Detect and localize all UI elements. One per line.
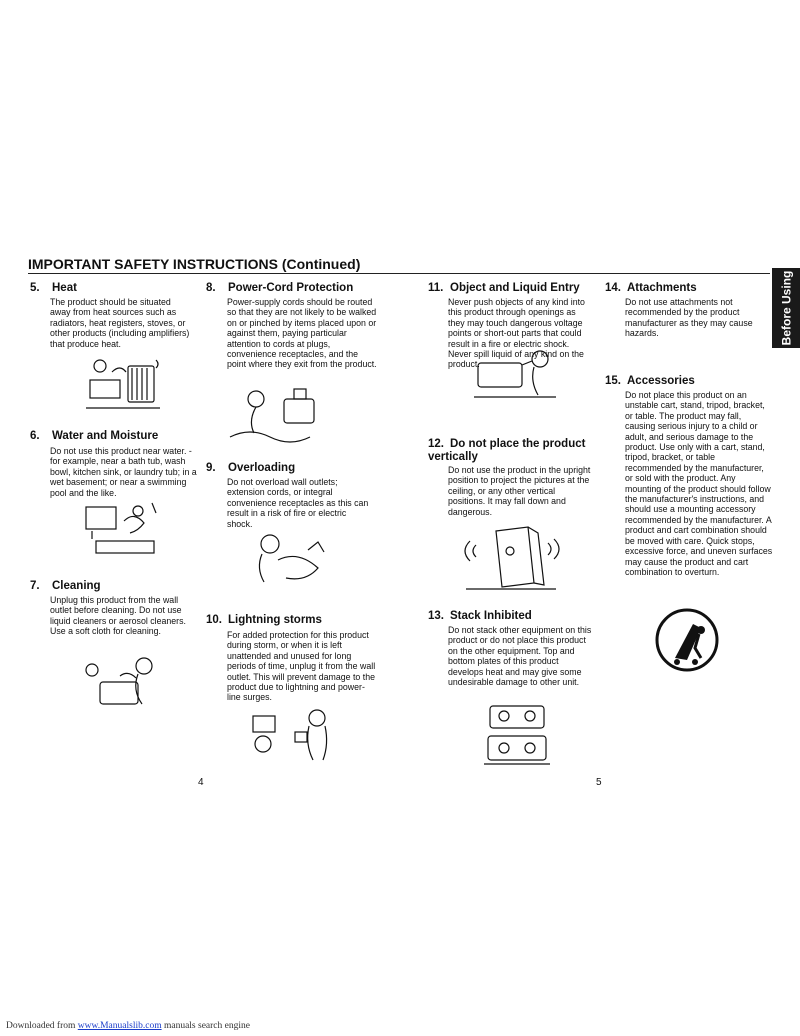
page-number-right: 5 (596, 777, 602, 788)
heat-illustration (82, 352, 164, 414)
section-heading-8: 8. Power-Cord Protection (206, 282, 354, 294)
vertical-illustration (456, 521, 566, 593)
section-text-8: Power-supply cords should be routed so that they are not likely to be walked on or pinched by items placed upon or against them, paying particular attention to cords at plugs, convenience receptacles, and the point where they exit from the product. (227, 297, 377, 370)
power-cord-illustration (226, 385, 322, 449)
section-text-10: For added protection for this product during storm, or when it is left unattended and unused for long periods of time, unplug it from the wall outlet. This will prevent damage to the product due to lightning and power-line surges. (227, 630, 376, 703)
section-heading-6: 6. Water and Moisture (30, 430, 159, 442)
section-text-12: Do not use the product in the upright position to project the pictures at the ceiling, or any other vertical positions. It may fall down and dangerous. (448, 465, 591, 517)
section-heading-11: 11. Object and Liquid Entry (428, 282, 580, 294)
section-heading-15: 15. Accessories (605, 375, 695, 387)
section-heading-10: 10. Lightning storms (206, 614, 322, 626)
section-heading-14: 14. Attachments (605, 282, 697, 294)
lightning-illustration (245, 706, 341, 766)
object-entry-illustration (472, 345, 558, 401)
manualslib-link[interactable]: www.Manualslib.com (77, 1021, 162, 1031)
side-tab (772, 268, 800, 348)
section-heading-7: 7. Cleaning (30, 580, 101, 592)
download-footer: Downloaded from www.Manualslib.com manuals search engine (6, 1021, 250, 1031)
section-text-15: Do not place this product on an unstable cart, stand, tripod, bracket, or table. The product may fall, causing serious injury to a child or adult, and serious damage to the product. Use only with a cart, stand, tripod, bracket, or table recommended by the manufacturer, or sold with the product. Any mounting of the product should follow the manufacturer's instructions, and should use a mounting accessory recommended by the manufacturer. A product and cart combination should be moved with care. Quick stops, excessive force, and uneven surfaces may cause the product and cart combination to overturn. (625, 390, 773, 577)
page-title: IMPORTANT SAFETY INSTRUCTIONS (Continued) (28, 256, 361, 272)
section-heading-5: 5. Heat (30, 282, 77, 294)
side-tab-label: Before Using (779, 270, 793, 346)
title-divider (28, 273, 770, 274)
section-text-13: Do not stack other equipment on this product or do not place this product on the other equipment. Top and bottom plates of this product develops heat and may give some undesirable damage to other unit. (448, 625, 592, 688)
section-text-6: Do not use this product near water. - for example, near a bath tub, wash bowl, kitchen sink, or laundry tub; in a wet basement; or near a swimming pool and the like. (50, 446, 197, 498)
section-heading-12: 12. Do not place the product vertically (428, 438, 586, 463)
stack-illustration (482, 700, 552, 768)
water-illustration (80, 497, 164, 559)
section-text-5: The product should be situated away from heat sources such as radiators, heat registers, stoves, or other products (including amplifiers) that produce heat. (50, 297, 190, 349)
overloading-illustration (248, 530, 340, 592)
cart-warning-icon (655, 608, 719, 672)
section-text-14: Do not use attachments not recommended by the product manufacturer as they may cause hazards. (625, 297, 753, 339)
section-heading-9: 9. Overloading (206, 462, 296, 474)
section-text-9: Do not overload wall outlets; extension cords, or integral convenience receptacles as this can result in a risk of fire or electric shock. (227, 477, 369, 529)
section-text-7: Unplug this product from the wall outlet before cleaning. Do not use liquid cleaners or aerosol cleaners. Use a soft cloth for cleaning. (50, 595, 186, 637)
section-text-11: Never push objects of any kind into this product through openings as they may touch dangerous voltage points or short-out parts that could result in a fire or electric shock. Never spill liquid of any kind on the product. (448, 297, 585, 370)
page-number-left: 4 (198, 777, 204, 788)
cleaning-illustration (80, 652, 170, 712)
section-heading-13: 13. Stack Inhibited (428, 610, 532, 622)
